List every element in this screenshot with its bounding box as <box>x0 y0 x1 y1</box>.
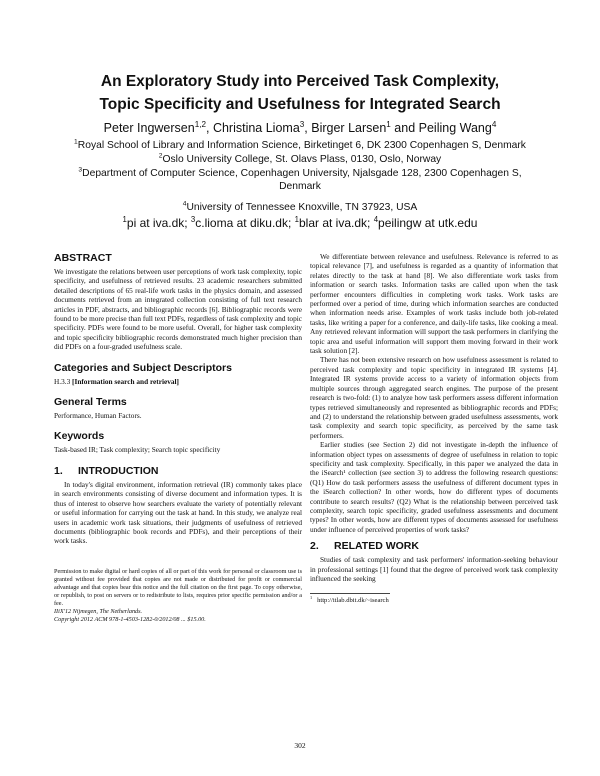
general-terms-text: Performance, Human Factors. <box>54 411 142 421</box>
abstract-text: We investigate the relations between user perceptions of work task complexity, topic specificity, and usefulness of retrieved results. 23 academic researchers submitted detailed descriptions of 65 real-life work tasks in the physics domain, and assessed documents retrieved from an integrated collection consisting of full text research articles in PDF, abstracts, and bibliographic records [6]. Bibliographic records were found to be more precise than full text PDFs, regardless of task complexity and topic specificity. PDFs were found to be more useful. Overall, for higher task complexity and topic specificity bibliographic records demonstrated much higher precision than did PDFs on a four-graded usefulness scale. <box>54 267 302 352</box>
section-number: 1. <box>54 464 63 477</box>
affiliation-text: Department of Computer Science, Copenhagen University, Njalsgade 128, 2300 Copenhagen S, Denmark <box>82 168 522 192</box>
body-paragraph: Earlier studies (see Section 2) did not investigate in-depth the influence of information object types on assessments of degree of usefulness in relation to topic specificity and task complexity. Specifically, in this paper we analyzed the data in the iSearch¹ collection (see section 3) to address the following research questions: (Q1) How do task performers assess the usefulness of different document types in the iSearch collection? In other words, how do different types of documents contribute to search results? (Q2) What is the relationship between perceived task complexity, search topic specificity, graded usefulness assessments and document types? In other words, how are different types of documents assessed for usefulness under influence of perceived properties of work tasks? <box>310 440 558 534</box>
permission-notice: Permission to make digital or hard copies of all or part of this work for personal or classroom use is granted without fee provided that copies are not made or distributed for profit or commercial advantage and that copies bear this notice and the full citation on the first page. To copy otherwise, or republish, to post on servers or to redistribute to lists, requires prior specific permission and/or a fee. <box>54 567 302 607</box>
affiliation-text: Oslo University College, St. Olavs Plass, 0130, Oslo, Norway <box>162 154 442 165</box>
affiliation-sup: 2 <box>158 152 163 160</box>
affiliation-text: University of Tennessee Knoxville, TN 37923, USA <box>186 202 418 213</box>
author-name: Peter Ingwersen <box>103 121 195 135</box>
author-name: Peiling Wang <box>418 121 492 135</box>
footnote-rule <box>310 593 390 594</box>
venue-text: IIiX'12 Nijmegen, The Netherlands. <box>54 607 143 615</box>
body-paragraph: There has not been extensive research on how usefulness assessment is related to perceived task complexity and topic specificity in integrated IR systems [4]. Integrated IR systems provide access to a variety of information objects from multiple sources through aggregated search engines. The purpose of the present research is two-fold: (1) to analyze how task performers assess different information types retrieved simultaneously and represented as bibliographic records and PDFs; and (2) to understand the relationship between graded usefulness assessments, work task complexity and search topic specificity, as perceived by the same task performers. <box>310 355 558 440</box>
related-work-heading <box>310 540 558 553</box>
author-affil-sup: 3 <box>299 119 305 129</box>
intro-heading <box>54 465 302 478</box>
author-emails <box>40 216 560 231</box>
title-line: An Exploratory Study into Perceived Task Complexity, <box>100 73 500 90</box>
email-text: pi at iva.dk; <box>126 216 191 230</box>
categories-text <box>54 377 302 386</box>
right-column <box>310 252 558 605</box>
affiliation-sup: 1 <box>74 138 78 146</box>
author-affil-sup: 1 <box>386 119 391 129</box>
section-number: 2. <box>310 540 319 553</box>
copyright-line <box>54 616 302 624</box>
author-list: Peter Ingwersen$^{1,2}$, Christina Lioma$^3$, Birger Larsen$^1$ and Peiling Wang$^4$ <box>103 119 497 135</box>
footnote-sup: 1 <box>310 595 313 601</box>
title-line: Topic Specificity and Usefulness for Integrated Search <box>99 96 501 113</box>
email-sup: 1 <box>122 215 127 224</box>
affiliation <box>60 167 540 193</box>
category-desc: [Information search and retrieval] <box>72 376 179 386</box>
intro-text: In today's digital environment, information retrieval (IR) commonly takes place in search environments consisting of diverse document and information types. It is thus of interest to observe how searchers evaluate the variety of potentially relevant or useful information for carrying out the task at hand. In this study, we analyze real users in academic work task situations, their judgments of usefulness of retrieved documents (bibliographic book records and PDFs), and their perceptions of their work tasks. <box>54 479 302 546</box>
email-text: c.lioma at diku.dk; <box>195 216 295 230</box>
affiliation-sup: 3 <box>78 166 83 174</box>
keywords-heading: Keywords <box>54 430 105 443</box>
body-paragraph: Studies of task complexity and task performers' information-seeking behaviour in professional settings [1] found that the degree of perceived work task complexity influenced the seeking <box>310 555 558 583</box>
body-paragraph: We differentiate between relevance and usefulness. Relevance is referred to as topical relevance [7], and usefulness is regarded as a quantity of information that relates directly to the task at hand [8]. We also differentiate work tasks from information or search tasks. Information tasks are called upon when the task performer encounters difficulties in completing work tasks. Work tasks are performed over a period of time, during which information searches are conducted when information needs arise. Examples of work tasks include both job-related tasks, like writing a paper for a conference, and daily-life tasks, like cooking a meal. Any retrieved relevant information will support the task performers in clarifying the topic area and useful information will support them moving forward in their work task solution [2]. <box>310 252 558 356</box>
venue-line <box>54 608 302 616</box>
email-text: peilingw at utk.edu <box>378 216 478 230</box>
author-name: Christina Lioma <box>212 121 300 135</box>
left-column <box>54 252 302 624</box>
affiliation <box>60 139 540 152</box>
footnote-link[interactable]: http://itlab.dbit.dk/~isearch <box>317 597 389 605</box>
author-name: Birger Larsen <box>311 121 387 135</box>
affiliation <box>60 201 540 214</box>
author-affil-sup: 1,2 <box>194 119 206 129</box>
affiliation-sup: 4 <box>182 200 187 208</box>
footnote <box>310 597 558 605</box>
paper-title <box>40 70 560 116</box>
page-number: 302 <box>294 741 306 750</box>
categories-heading: Categories and Subject Descriptors <box>54 361 232 374</box>
category-code: H.3.3 <box>54 376 73 386</box>
email-sup: 3 <box>190 215 196 224</box>
keywords-text: Task-based IR; Task complexity; Search topic specificity <box>54 445 221 455</box>
copyright-text: Copyright 2012 ACM 978-1-4503-1282-0/2012/08 ... $15.00. <box>54 615 206 623</box>
section-title: RELATED WORK <box>334 540 419 553</box>
affiliation-text: Royal School of Library and Information Science, Birketinget 6, DK 2300 Copenhagen S, Denmark <box>77 140 526 151</box>
general-terms-heading: General Terms <box>54 396 127 409</box>
email-text: blar at iva.dk; <box>298 216 374 230</box>
author-affil-sup: 4 <box>491 119 497 129</box>
affiliation <box>60 153 540 166</box>
abstract-heading: ABSTRACT <box>54 252 112 264</box>
email-sup: 4 <box>373 215 379 224</box>
author-conjunction: and <box>390 121 419 135</box>
email-sup: 1 <box>294 215 299 224</box>
section-title: INTRODUCTION <box>78 464 159 477</box>
